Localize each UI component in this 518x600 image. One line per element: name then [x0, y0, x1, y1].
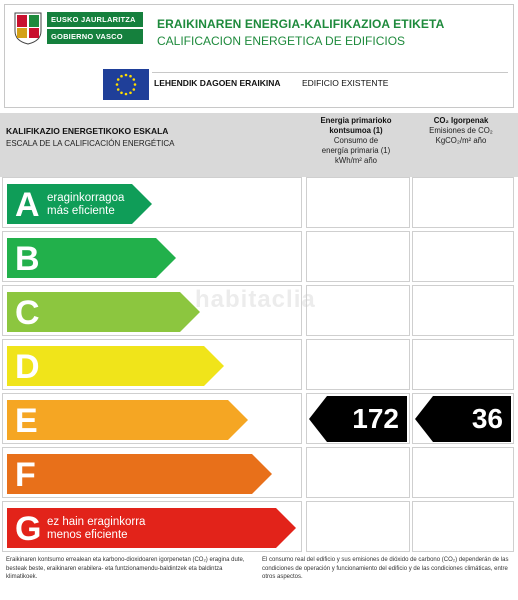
rating-letter: D — [15, 348, 40, 386]
primary-header-unit: kWh/m² año — [334, 156, 378, 165]
rating-arrow-a — [7, 184, 152, 224]
label-title-es: CALIFICACION ENERGETICA DE EDIFICIOS — [157, 34, 406, 48]
rating-letter: F — [15, 456, 36, 494]
label-title-eu: ERAIKINAREN ENERGIA-KALIFIKAZIOA ETIKETA — [157, 17, 445, 31]
co2-emissions-cell — [412, 393, 514, 444]
eu-flag-icon — [103, 69, 149, 100]
co2-emissions-indicator — [415, 396, 511, 442]
co2-emissions-cell — [412, 339, 514, 390]
arrow-shape — [7, 454, 272, 494]
arrow-shape — [7, 400, 248, 440]
primary-energy-cell — [306, 231, 410, 282]
primary-energy-cell — [306, 177, 410, 228]
co2-emissions-cell — [412, 447, 514, 498]
primary-energy-indicator-value: 172 — [352, 403, 399, 434]
primary-header-eu-2: kontsumoa (1) — [329, 126, 383, 135]
co2-header-unit: KgCO₂/m² año — [435, 136, 487, 145]
primary-energy-cell — [306, 393, 410, 444]
scale-cell — [2, 447, 302, 498]
watermark: habitaclia — [195, 286, 316, 313]
scale-cell — [2, 177, 302, 228]
co2-header-es: Emisiones de CO₂ — [429, 126, 493, 135]
co2-header-eu: CO₂ Igorpenak — [433, 116, 489, 125]
rating-row-a — [2, 177, 514, 228]
rating-arrow-c — [7, 292, 200, 332]
primary-header-eu-1: Energia primarioko — [320, 116, 392, 125]
rating-letter: G — [15, 510, 42, 548]
primary-header-es-1: Consumo de — [333, 136, 379, 145]
co2-emissions-cell — [412, 501, 514, 552]
primary-energy-cell — [306, 501, 410, 552]
rating-arrow-b — [7, 238, 176, 278]
rating-row-d — [2, 339, 514, 390]
co2-emissions-cell — [412, 231, 514, 282]
rating-arrow-f — [7, 454, 272, 494]
rating-arrow-e — [7, 400, 248, 440]
rating-row-g — [2, 501, 514, 552]
footnote-es: El consumo real del edificio y sus emisiones de dióxido de carbono (CO₂) dependerán de las condiciones de operación y funcionamiento del edificio y de las condiciones climáticas, entre otros aspectos. — [262, 557, 509, 580]
co2-emissions-indicator-value: 36 — [471, 403, 503, 434]
co2-emissions-header — [410, 116, 512, 146]
scale-title-eu: KALIFIKAZIO ENERGETIKOKO ESKALA — [6, 126, 169, 136]
building-type-eu: LEHENDIK DAGOEN ERAIKINA — [154, 78, 281, 88]
rating-desc-es: más eficiente — [47, 205, 115, 217]
co2-emissions-cell — [412, 285, 514, 336]
primary-energy-cell — [306, 339, 410, 390]
rating-row-e — [2, 393, 514, 444]
logo-text-es: GOBIERNO VASCO — [47, 29, 143, 44]
logo-text-eu: EUSKO JAURLARITZA — [47, 12, 143, 27]
scale-cell — [2, 393, 302, 444]
building-type-row — [152, 72, 508, 101]
rating-desc-eu: eraginkorragoa — [47, 192, 125, 204]
rating-letter: A — [15, 186, 40, 224]
scale-cell — [2, 339, 302, 390]
co2-emissions-cell — [412, 177, 514, 228]
scale-cell — [2, 231, 302, 282]
rating-desc-es: menos eficiente — [47, 529, 128, 541]
rating-row-f — [2, 447, 514, 498]
footnote-eu: Eraikinaren kontsumo errealean eta karbono-dioxidoaren igorpenetan (CO₂) eragina dute, besteak beste, eraikinaren erabilera- eta funtzionamendu-baldintzek eta baldintza klimatikoek. — [6, 557, 245, 580]
rating-row-b — [2, 231, 514, 282]
scale-cell — [2, 501, 302, 552]
rating-letter: B — [15, 240, 40, 278]
rating-letter: E — [15, 402, 38, 440]
scale-title-es: ESCALA DE LA CALIFICACIÓN ENERGÉTICA — [6, 139, 175, 148]
primary-energy-indicator — [309, 396, 407, 442]
rating-arrow-g — [7, 508, 296, 548]
basque-government-logo — [13, 11, 145, 45]
primary-energy-header — [304, 116, 408, 166]
coat-of-arms-icon — [13, 11, 43, 45]
rating-arrow-d — [7, 346, 224, 386]
building-type-es: EDIFICIO EXISTENTE — [302, 78, 389, 88]
rating-desc-eu: ez hain eraginkorra — [47, 516, 146, 528]
primary-header-es-2: energía primaria (1) — [321, 146, 391, 155]
primary-energy-cell — [306, 447, 410, 498]
primary-energy-cell — [306, 285, 410, 336]
rating-letter: C — [15, 294, 40, 332]
